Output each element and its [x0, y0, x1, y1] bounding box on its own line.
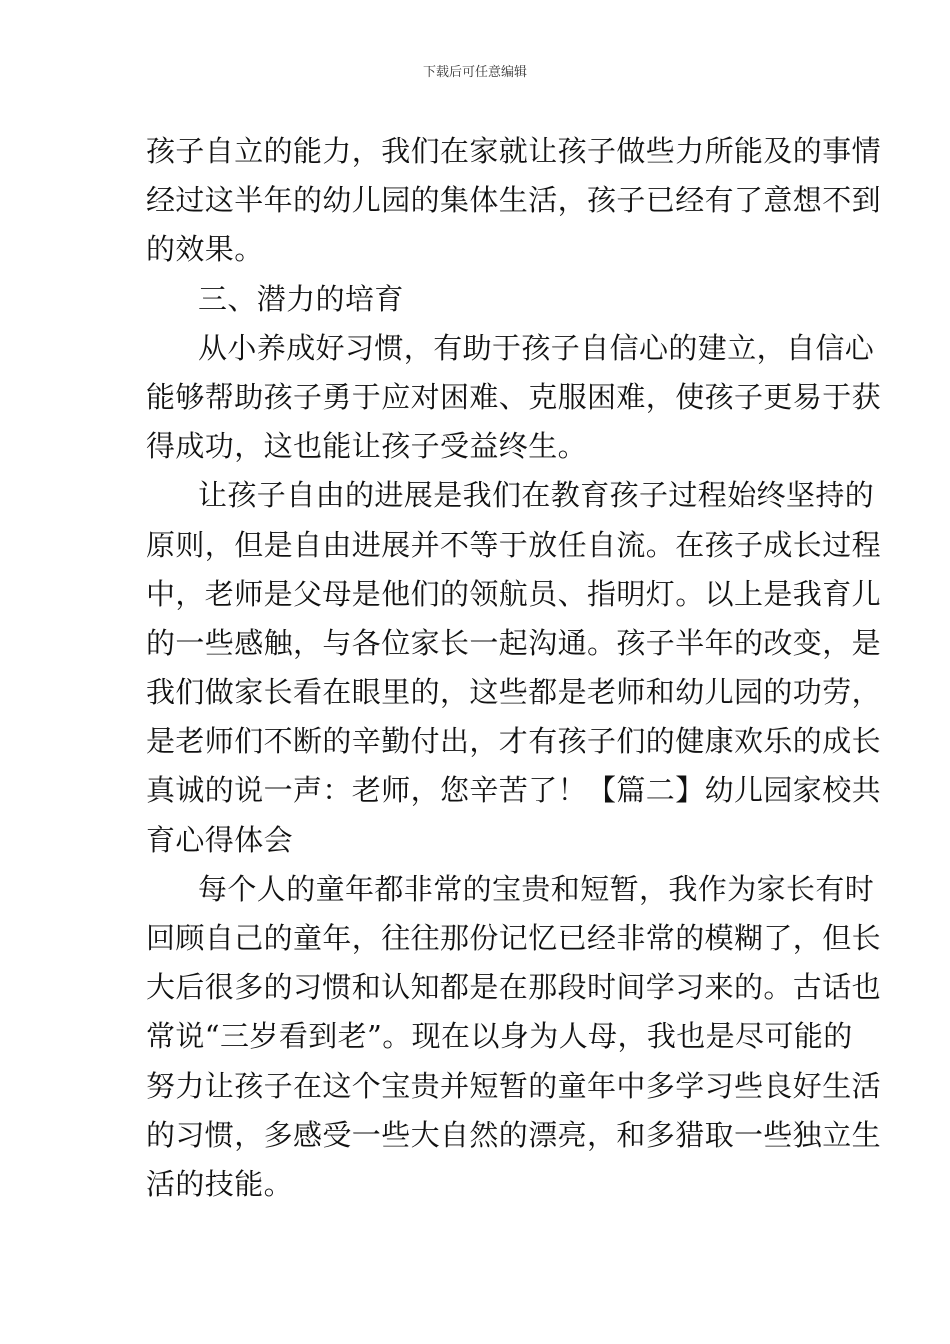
text-line: 努力让孩子在这个宝贵并短暂的童年中多学习些良好生活 — [146, 1068, 882, 1103]
section-heading: 三、潜力的培育 — [198, 281, 404, 316]
text-line: 大后很多的习惯和认知都是在那段时间学习来的。古话也 — [146, 970, 882, 1005]
body-text — [146, 127, 882, 1209]
text-line: 我们做家长看在眼里的，这些都是老师和幼儿园的功劳， — [146, 675, 882, 710]
text-line: 是老师们不断的辛勤付出，才有孩子们的健康欢乐的成长 — [146, 724, 882, 759]
text-line: 的效果。 — [146, 232, 264, 267]
text-line: 的一些感触，与各位家长一起沟通。孩子半年的改变，是 — [146, 625, 882, 660]
text-line: 孩子自立的能力，我们在家就让孩子做些力所能及的事情 — [146, 134, 882, 168]
text-line: 得成功，这也能让孩子受益终生。 — [146, 429, 588, 464]
text-line: 回顾自己的童年，往往那份记忆已经非常的模糊了，但长 — [146, 921, 882, 955]
text-line: 中，老师是父母是他们的领航员、指明灯。以上是我育儿 — [146, 576, 882, 611]
text-line: 原则，但是自由进展并不等于放任自流。在孩子成长过程 — [146, 527, 882, 562]
text-line: 真诚的说一声：老师，您辛苦了！【篇二】幼儿园家校共 — [146, 773, 882, 808]
text-line: 活的技能。 — [146, 1166, 294, 1201]
text-line: 的习惯，多感受一些大自然的漂亮，和多猎取一些独立生 — [146, 1117, 882, 1152]
text-line: 让孩子自由的进展是我们在教育孩子过程始终坚持的 — [198, 478, 875, 513]
text-line: 每个人的童年都非常的宝贵和短暂，我作为家长有时 — [198, 871, 875, 906]
text-line: 常说“三岁看到老”。现在以身为人母，我也是尽可能的 — [146, 1019, 853, 1054]
text-line: 育心得体会 — [146, 822, 294, 857]
text-line: 从小养成好习惯，有助于孩子自信心的建立，自信心 — [198, 330, 875, 365]
header-note: 下载后可任意编辑 — [422, 65, 527, 80]
text-line: 能够帮助孩子勇于应对困难、克服困难，使孩子更易于获 — [146, 379, 882, 414]
text-line: 经过这半年的幼儿园的集体生活，孩子已经有了意想不到 — [146, 183, 882, 218]
